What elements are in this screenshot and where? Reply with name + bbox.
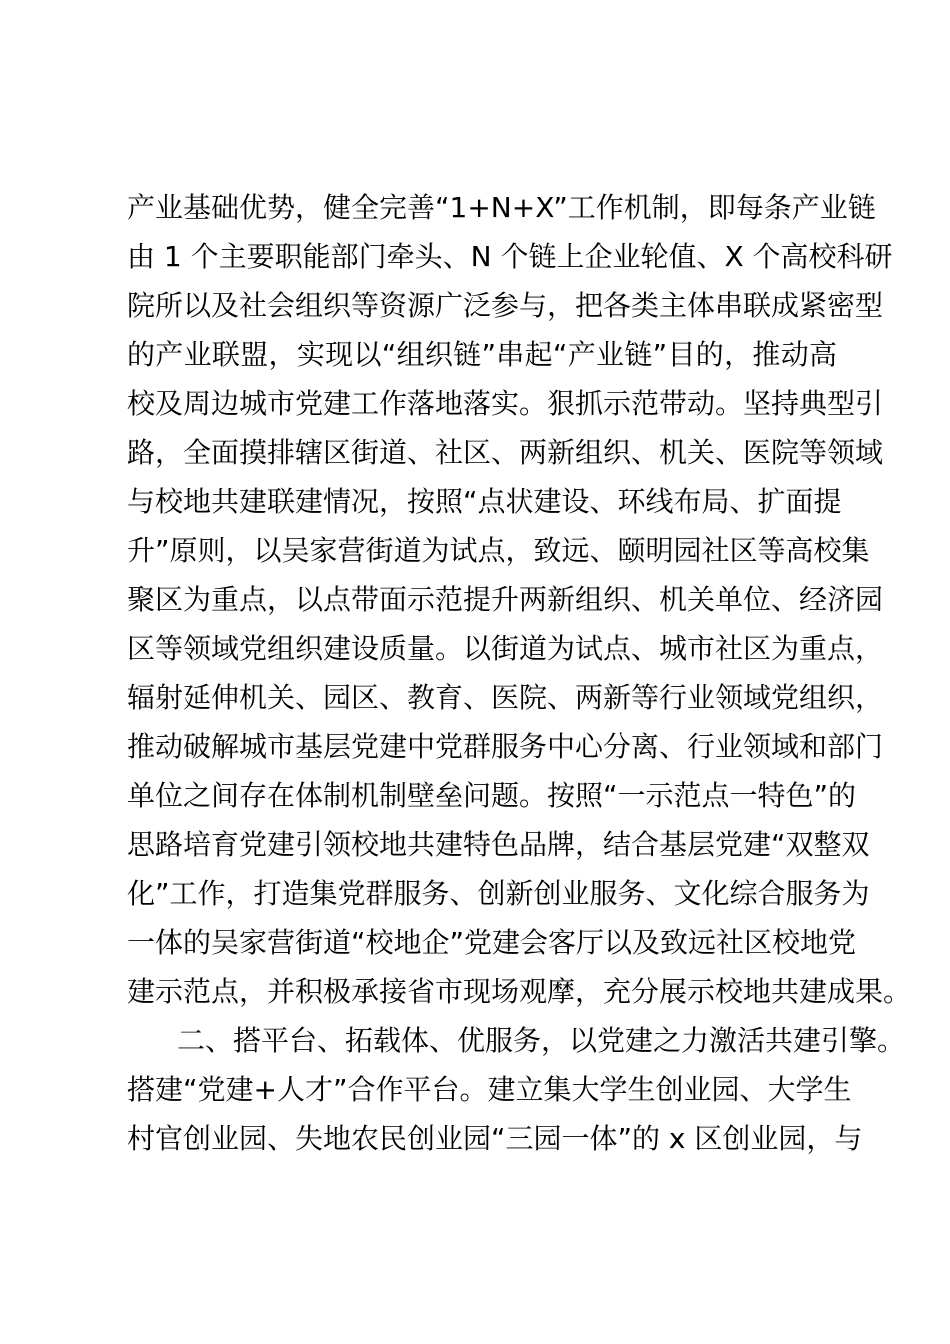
paragraph-line: 与校地共建联建情况，按照“点状建设、环线布局、扩面提 [127, 485, 842, 518]
paragraph-line: 院所以及社会组织等资源广泛参与，把各类主体串联成紧密型 [127, 289, 884, 322]
paragraph-line: 路，全面摸排辖区街道、社区、两新组织、机关、医院等领域 [127, 436, 884, 469]
paragraph-line: 区等领域党组织建设质量。以街道为试点、城市社区为重点， [127, 632, 884, 665]
paragraph-line: 建示范点，并积极承接省市现场观摩，充分展示校地共建成果。 [127, 975, 912, 1008]
paragraph-line: 聚区为重点，以点带面示范提升两新组织、机关单位、经济园 [127, 583, 884, 616]
paragraph-line: 产业基础优势，健全完善“1+N+X”工作机制，即每条产业链 [127, 191, 876, 224]
paragraph-line: 单位之间存在体制机制壁垒问题。按照“一示范点一特色”的 [127, 779, 857, 812]
paragraph-line: 村官创业园、失地农民创业园“三园一体”的 x 区创业园，与 [127, 1122, 863, 1155]
paragraph-line: 校及周边城市党建工作落地落实。狠抓示范带动。坚持典型引 [127, 387, 884, 420]
paragraph-line: 搭建“党建+人才”合作平台。建立集大学生创业园、大学生 [127, 1073, 852, 1106]
paragraph-line: 辐射延伸机关、园区、教育、医院、两新等行业领域党组织， [127, 681, 884, 714]
paragraph-line: 的产业联盟，实现以“组织链”串起“产业链”目的，推动高 [127, 338, 837, 371]
paragraph-line: 推动破解城市基层党建中党群服务中心分离、行业领域和部门 [127, 730, 884, 763]
section-heading-line: 二、搭平台、拓载体、优服务，以党建之力激活共建引擎。 [177, 1024, 906, 1057]
paragraph-line: 一体的吴家营街道“校地企”党建会客厅以及致远社区校地党 [127, 926, 857, 959]
document-body [127, 183, 912, 1163]
paragraph-line: 思路培育党建引领校地共建特色品牌，结合基层党建“双整双 [127, 828, 870, 861]
paragraph-line: 升”原则，以吴家营街道为试点，致远、颐明园社区等高校集 [127, 534, 870, 567]
paragraph-line: 由 1 个主要职能部门牵头、N 个链上企业轮值、X 个高校科研 [127, 240, 893, 273]
paragraph-line: 化”工作，打造集党群服务、创新创业服务、文化综合服务为 [127, 877, 870, 910]
